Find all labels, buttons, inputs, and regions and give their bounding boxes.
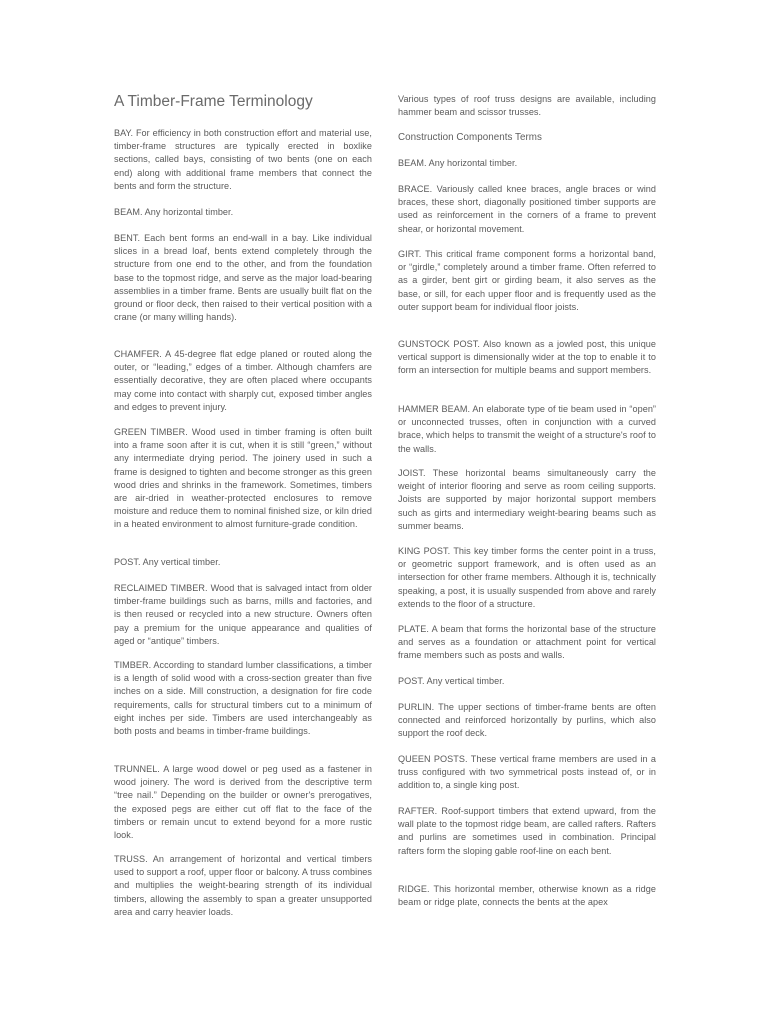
glossary-entry (398, 805, 656, 858)
entry-term: GUNSTOCK POST. (398, 339, 480, 349)
entry-term: QUEEN POSTS. (398, 754, 468, 764)
entry-term: JOIST. (398, 468, 426, 478)
entry-definition: Each bent forms an end-wall in a bay. Like individual slices in a bread loaf, bents extend completely through the structure from one end to the other, and from the foundation base to the topmost ridge, and serve as the major load-bearing assemblies in a timber frame. Bents are usually built flat on the ground or floor deck, then raised to their vertical position with a crane (or many willing hands). (114, 233, 372, 323)
entry-term: BEAM. (114, 207, 143, 217)
glossary-entry (398, 545, 656, 611)
entry-definition: Wood that is salvaged intact from older timber-frame buildings such as barns, mills and factories, and is then reused or recycled into a new structure. Owners often pay a premium for the unique appearance and qualities of aged or “antique” timbers. (114, 583, 373, 646)
glossary-entry (114, 127, 372, 193)
entry-definition: A beam that forms the horizontal base of the structure and serves as a foundation or attachment point for vertical frame members such as posts and walls. (398, 624, 657, 661)
entry-definition: Wood used in timber framing is often built into a frame soon after it is cut, when it is still “green,” without any intermediate drying period. The joinery used in such a frame is designed to tighten and become stronger as this green wood dries and shrinks in the framework. Sometimes, timbers are air-dried in weather-protected enclosures to remove moisture and reduce them to nominal finished size, or kiln dried in a heated environment to almost furniture-grade condition. (114, 427, 372, 530)
glossary-entry (398, 183, 656, 236)
glossary-entry (114, 206, 372, 219)
glossary-entry (114, 556, 372, 569)
entry-definition: Roof-support timbers that extend upward, from the wall plate to the topmost ridge beam, are called rafters. Rafters and purlins are sometimes used in combination. Principal rafters form the sloping gable roof-line on each bent. (398, 806, 656, 856)
glossary-entry (398, 467, 656, 533)
entry-term: TRUSS. (114, 854, 148, 864)
entry-term: RIDGE. (398, 884, 430, 894)
glossary-entry (114, 659, 372, 738)
entry-definition: This key timber forms the center point in a truss, or geometric support framework, and is often used as an intersection for other frame members. Although it is, technically speaking, a post, it is usually suspended from above and rarely extends to the floor of a structure. (398, 546, 656, 609)
entry-definition: This critical frame component forms a horizontal band, or “girdle,” completely around a timber frame. Often referred to as a girder, bent girt or girding beam, it also serves as the base, or sill, for each upper floor and is frequently used as the outer support beam for individual floor joists. (398, 249, 656, 312)
glossary-entry (398, 701, 656, 741)
section-heading: Construction Components Terms (398, 132, 542, 143)
glossary-entry (114, 348, 372, 414)
glossary-entry (398, 403, 656, 456)
glossary-entry (114, 853, 372, 919)
glossary-entry (398, 675, 656, 688)
entry-term: POST. (398, 676, 425, 686)
entry-term: CHAMFER. (114, 349, 162, 359)
entry-term: GIRT. (398, 249, 422, 259)
entry-definition: This horizontal member, otherwise known as a ridge beam or ridge plate, connects the bents at the apex (398, 884, 656, 908)
glossary-entry (114, 582, 372, 648)
entry-term: BENT. (114, 233, 141, 243)
glossary-entry (398, 753, 656, 793)
entry-definition: Also known as a jowled post, this unique vertical support is dimensionally wider at the top to enable it to form an intersection for multiple beams and support members. (398, 339, 657, 376)
entry-term: PLATE. (398, 624, 429, 634)
glossary-entry (398, 883, 656, 909)
intro-paragraph: Various types of roof truss designs are available, including hammer beam and scissor trusses. (398, 94, 656, 118)
entry-term: TRUNNEL. (114, 764, 160, 774)
document-title: A Timber-Frame Terminology (114, 93, 313, 110)
entry-definition: According to standard lumber classifications, a timber is a length of solid wood with a cross-section greater than five inches on a side. Mill construction, a designation for fire code requirements, calls for structural timbers cut to a minimum of eight inches per side. Timbers are used interchangeably as both posts and beams in timber-frame buildings. (114, 660, 372, 737)
entry-term: BRACE. (398, 184, 433, 194)
entry-definition: Any vertical timber. (142, 557, 221, 567)
entry-term: HAMMER BEAM. (398, 404, 471, 414)
entry-term: GREEN TIMBER. (114, 427, 188, 437)
entry-definition: An elaborate type of tie beam used in “open” or unconnected trusses, often in conjunction with a curved brace, which helps to transmit the weight of a structure's roof to the walls. (398, 404, 657, 454)
entry-term: BEAM. (398, 158, 427, 168)
glossary-entry (398, 338, 656, 378)
entry-term: POST. (114, 557, 141, 567)
entry-definition: A 45-degree flat edge planed or routed along the outer, or “leading,” edges of a timber. Although chamfers are essentially decorative, they are often placed where occupants may come into contact with sharply cut, exposed timber angles and edges to prevent injury. (114, 349, 372, 412)
entry-term: KING POST. (398, 546, 451, 556)
entry-term: PURLIN. (398, 702, 435, 712)
glossary-entry (398, 157, 656, 170)
entry-definition: Variously called knee braces, angle braces or wind braces, these short, diagonally positioned timber supports are used as reinforcement in the corners of a frame to prevent shear, or horizontal movement. (398, 184, 657, 234)
entry-term: RECLAIMED TIMBER. (114, 583, 208, 593)
glossary-entry (114, 232, 372, 324)
entry-definition: Any horizontal timber. (144, 207, 234, 217)
entry-definition: These vertical frame members are used in a truss configured with two symmetrical posts instead of, or in addition to, a single king post. (398, 754, 656, 791)
glossary-entry (114, 763, 372, 842)
entry-definition: The upper sections of timber-frame bents are often connected and reinforced horizontally by purlins, which also support the roof deck. (398, 702, 656, 739)
entry-term: TIMBER. (114, 660, 152, 670)
entry-definition: A large wood dowel or peg used as a fastener in wood joinery. The word is derived from the descriptive term “tree nail.” Depending on the builder or owner's prerogatives, the exposed pegs are either cut off flat to the face of the timbers or remain uncut to extend beyond for a more rustic look. (114, 764, 372, 841)
entry-definition: An arrangement of horizontal and vertical timbers used to support a roof, upper floor or balcony. A truss combines and multiplies the weight-bearing strength of its individual timbers, allowing the assembly to span a greater unsupported area and carry heavier loads. (114, 854, 372, 917)
entry-definition: Any vertical timber. (426, 676, 505, 686)
entry-definition: For efficiency in both construction effort and material use, timber-frame structures are typically erected in boxlike sections, called bays, consisting of two bents (one on each end) along with additional frame members that connect the bents and form the structure. (114, 128, 372, 191)
entry-term: RAFTER. (398, 806, 438, 816)
glossary-entry (398, 248, 656, 314)
entry-definition: Any horizontal timber. (428, 158, 518, 168)
entry-term: BAY. (114, 128, 134, 138)
glossary-entry (398, 623, 656, 663)
entry-definition: These horizontal beams simultaneously carry the weight of interior flooring and serve as room ceiling supports. Joists are supported by major horizontal support members such as girts and intermediary weight-bearing beams such as summer beams. (398, 468, 656, 531)
glossary-entry (114, 426, 372, 532)
